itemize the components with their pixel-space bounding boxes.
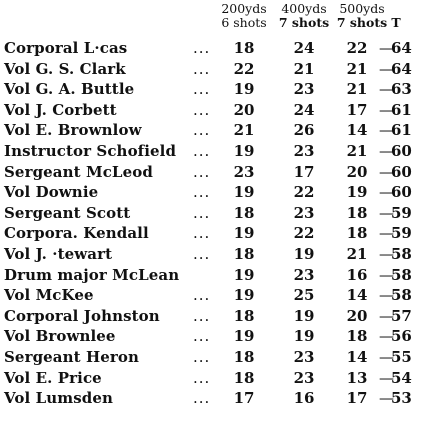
score-500yds: 20 xyxy=(346,306,368,325)
score-500yds: 21 xyxy=(346,141,368,160)
score-400yds: 24 xyxy=(293,100,315,119)
score-total: 58 xyxy=(391,244,412,263)
competitor-name: Corporal L·cas xyxy=(4,39,128,57)
total-dash: — xyxy=(379,80,394,99)
leader-dots: ... xyxy=(193,39,211,57)
column-header-500yds xyxy=(334,2,390,32)
score-total: 58 xyxy=(391,286,412,305)
leader-dots: ... xyxy=(193,244,211,263)
competitor-name: Corporal Johnston xyxy=(4,306,160,325)
score-200yds: 19 xyxy=(233,224,255,243)
total-dash: — xyxy=(379,224,394,243)
score-400yds: 23 xyxy=(293,368,315,387)
score-500yds: 18 xyxy=(346,327,368,346)
leader-dots: ... xyxy=(193,162,211,181)
total-dash: — xyxy=(379,59,394,78)
score-total: 57 xyxy=(391,306,412,325)
score-total: 60 xyxy=(391,183,412,202)
competitor-name: Sergeant Heron xyxy=(4,347,140,366)
competitor-name: Vol Brownlee xyxy=(4,327,116,346)
score-500yds: 21 xyxy=(346,80,368,99)
table-row xyxy=(0,368,439,389)
total-dash: — xyxy=(379,265,394,284)
leader-dots: ... xyxy=(193,347,211,366)
competitor-name: Vol G. A. Buttle xyxy=(4,80,135,99)
score-400yds: 17 xyxy=(293,162,315,181)
table-row xyxy=(0,306,439,327)
total-dash: — xyxy=(379,306,394,325)
leader-dots: ... xyxy=(193,327,211,346)
competitor-name: Vol McKee xyxy=(4,286,94,305)
competitor-name: Vol J. ·tewart xyxy=(4,244,113,263)
score-rows xyxy=(0,38,439,409)
table-row xyxy=(0,100,439,121)
score-200yds: 18 xyxy=(233,39,255,57)
score-total: 60 xyxy=(391,141,412,160)
column-header-500yds-range: 500yds xyxy=(339,1,385,16)
table-row xyxy=(0,79,439,100)
column-header-200yds-shots: 6 shots xyxy=(221,15,267,30)
score-400yds: 21 xyxy=(293,59,315,78)
table-row xyxy=(0,162,439,183)
score-total: 58 xyxy=(391,265,412,284)
leader-dots: ... xyxy=(193,141,211,160)
score-total: 61 xyxy=(391,121,412,140)
score-200yds: 19 xyxy=(233,327,255,346)
competitor-name: Sergeant McLeod xyxy=(4,162,153,181)
table-row xyxy=(0,265,439,286)
leader-dots: ... xyxy=(193,224,211,243)
score-500yds: 14 xyxy=(346,121,368,140)
leader-dots: ... xyxy=(193,389,211,408)
score-400yds: 26 xyxy=(293,121,315,140)
score-400yds: 16 xyxy=(293,389,315,408)
score-200yds: 19 xyxy=(233,183,255,202)
score-500yds: 13 xyxy=(346,368,368,387)
score-total: 64 xyxy=(391,39,412,57)
score-500yds: 16 xyxy=(346,265,368,284)
score-200yds: 18 xyxy=(233,368,255,387)
total-dash: — xyxy=(379,327,394,346)
table-row xyxy=(0,285,439,306)
score-500yds: 18 xyxy=(346,203,368,222)
competitor-name: Corpora. Kendall xyxy=(4,224,149,243)
score-400yds: 19 xyxy=(293,306,315,325)
competitor-name: Vol G. S. Clark xyxy=(4,59,126,78)
leader-dots: ... xyxy=(193,368,211,387)
column-header-400yds-range: 400yds xyxy=(281,1,327,16)
score-200yds: 19 xyxy=(233,265,255,284)
competitor-name: Vol J. Corbett xyxy=(4,100,117,119)
score-200yds: 23 xyxy=(233,162,255,181)
total-dash: — xyxy=(379,141,394,160)
score-400yds: 22 xyxy=(293,224,315,243)
table-row xyxy=(0,182,439,203)
score-200yds: 18 xyxy=(233,306,255,325)
score-500yds: 17 xyxy=(346,100,368,119)
score-total: 60 xyxy=(391,162,412,181)
score-400yds: 19 xyxy=(293,327,315,346)
score-500yds: 20 xyxy=(346,162,368,181)
column-header-total: T xyxy=(391,15,401,30)
score-200yds: 19 xyxy=(233,80,255,99)
score-total: 53 xyxy=(391,389,412,408)
total-dash: — xyxy=(379,183,394,202)
leader-dots: ... xyxy=(193,59,211,78)
total-dash: — xyxy=(379,286,394,305)
total-dash: — xyxy=(379,347,394,366)
competitor-name: Vol E. Price xyxy=(4,368,102,387)
score-500yds: 19 xyxy=(346,183,368,202)
table-row xyxy=(0,203,439,224)
score-400yds: 23 xyxy=(293,141,315,160)
score-200yds: 18 xyxy=(233,203,255,222)
score-total: 59 xyxy=(391,224,412,243)
score-400yds: 25 xyxy=(293,286,315,305)
competitor-name: Vol E. Brownlow xyxy=(4,121,142,140)
competitor-name: Vol Lumsden xyxy=(4,389,113,408)
score-500yds: 21 xyxy=(346,244,368,263)
score-500yds: 21 xyxy=(346,59,368,78)
leader-dots: ... xyxy=(193,121,211,140)
score-total: 63 xyxy=(391,80,412,99)
score-400yds: 23 xyxy=(293,265,315,284)
leader-dots: ... xyxy=(193,306,211,325)
score-500yds: 14 xyxy=(346,347,368,366)
total-dash: — xyxy=(379,162,394,181)
score-500yds: 14 xyxy=(346,286,368,305)
competitor-name: Instructor Schofield xyxy=(4,141,177,160)
column-header-400yds-shots: 7 shots xyxy=(278,15,330,30)
total-dash: — xyxy=(379,39,394,57)
score-500yds: 22 xyxy=(346,39,368,57)
table-row xyxy=(0,347,439,368)
column-header-200yds-range: 200yds xyxy=(221,1,267,16)
score-200yds: 19 xyxy=(233,286,255,305)
total-dash: — xyxy=(379,368,394,387)
score-200yds: 17 xyxy=(233,389,255,408)
leader-dots: ... xyxy=(193,100,211,119)
leader-dots: ... xyxy=(193,203,211,222)
leader-dots: ... xyxy=(193,183,211,202)
score-200yds: 18 xyxy=(233,244,255,263)
table-row xyxy=(0,223,439,244)
table-row xyxy=(0,38,439,59)
competitor-name: Sergeant Scott xyxy=(4,203,131,222)
score-total: 56 xyxy=(391,327,412,346)
total-dash: — xyxy=(379,389,394,408)
competitor-name: Vol Downie xyxy=(4,183,99,202)
leader-dots: ... xyxy=(193,286,211,305)
table-row xyxy=(0,59,439,80)
total-dash: — xyxy=(379,100,394,119)
column-header-500yds-shots: 7 shots xyxy=(336,15,388,30)
table-row xyxy=(0,326,439,347)
column-header-400yds xyxy=(277,2,331,32)
total-dash: — xyxy=(379,244,394,263)
score-total: 55 xyxy=(391,347,412,366)
score-200yds: 19 xyxy=(233,141,255,160)
table-row xyxy=(0,388,439,409)
total-dash: — xyxy=(379,121,394,140)
score-200yds: 18 xyxy=(233,347,255,366)
score-400yds: 23 xyxy=(293,80,315,99)
score-total: 54 xyxy=(391,368,412,387)
score-400yds: 24 xyxy=(293,39,315,57)
score-200yds: 20 xyxy=(233,100,255,119)
score-total: 61 xyxy=(391,100,412,119)
score-400yds: 19 xyxy=(293,244,315,263)
leader-dots: ... xyxy=(193,80,211,99)
total-dash: — xyxy=(379,203,394,222)
score-400yds: 23 xyxy=(293,203,315,222)
score-500yds: 17 xyxy=(346,389,368,408)
table-row xyxy=(0,244,439,265)
score-400yds: 22 xyxy=(293,183,315,202)
score-500yds: 18 xyxy=(346,224,368,243)
table-row xyxy=(0,120,439,141)
column-header-200yds xyxy=(218,2,270,32)
score-total: 59 xyxy=(391,203,412,222)
competitor-name: Drum major McLean xyxy=(4,265,180,284)
score-200yds: 22 xyxy=(233,59,255,78)
score-200yds: 21 xyxy=(233,121,255,140)
score-total: 64 xyxy=(391,59,412,78)
table-row xyxy=(0,141,439,162)
score-400yds: 23 xyxy=(293,347,315,366)
